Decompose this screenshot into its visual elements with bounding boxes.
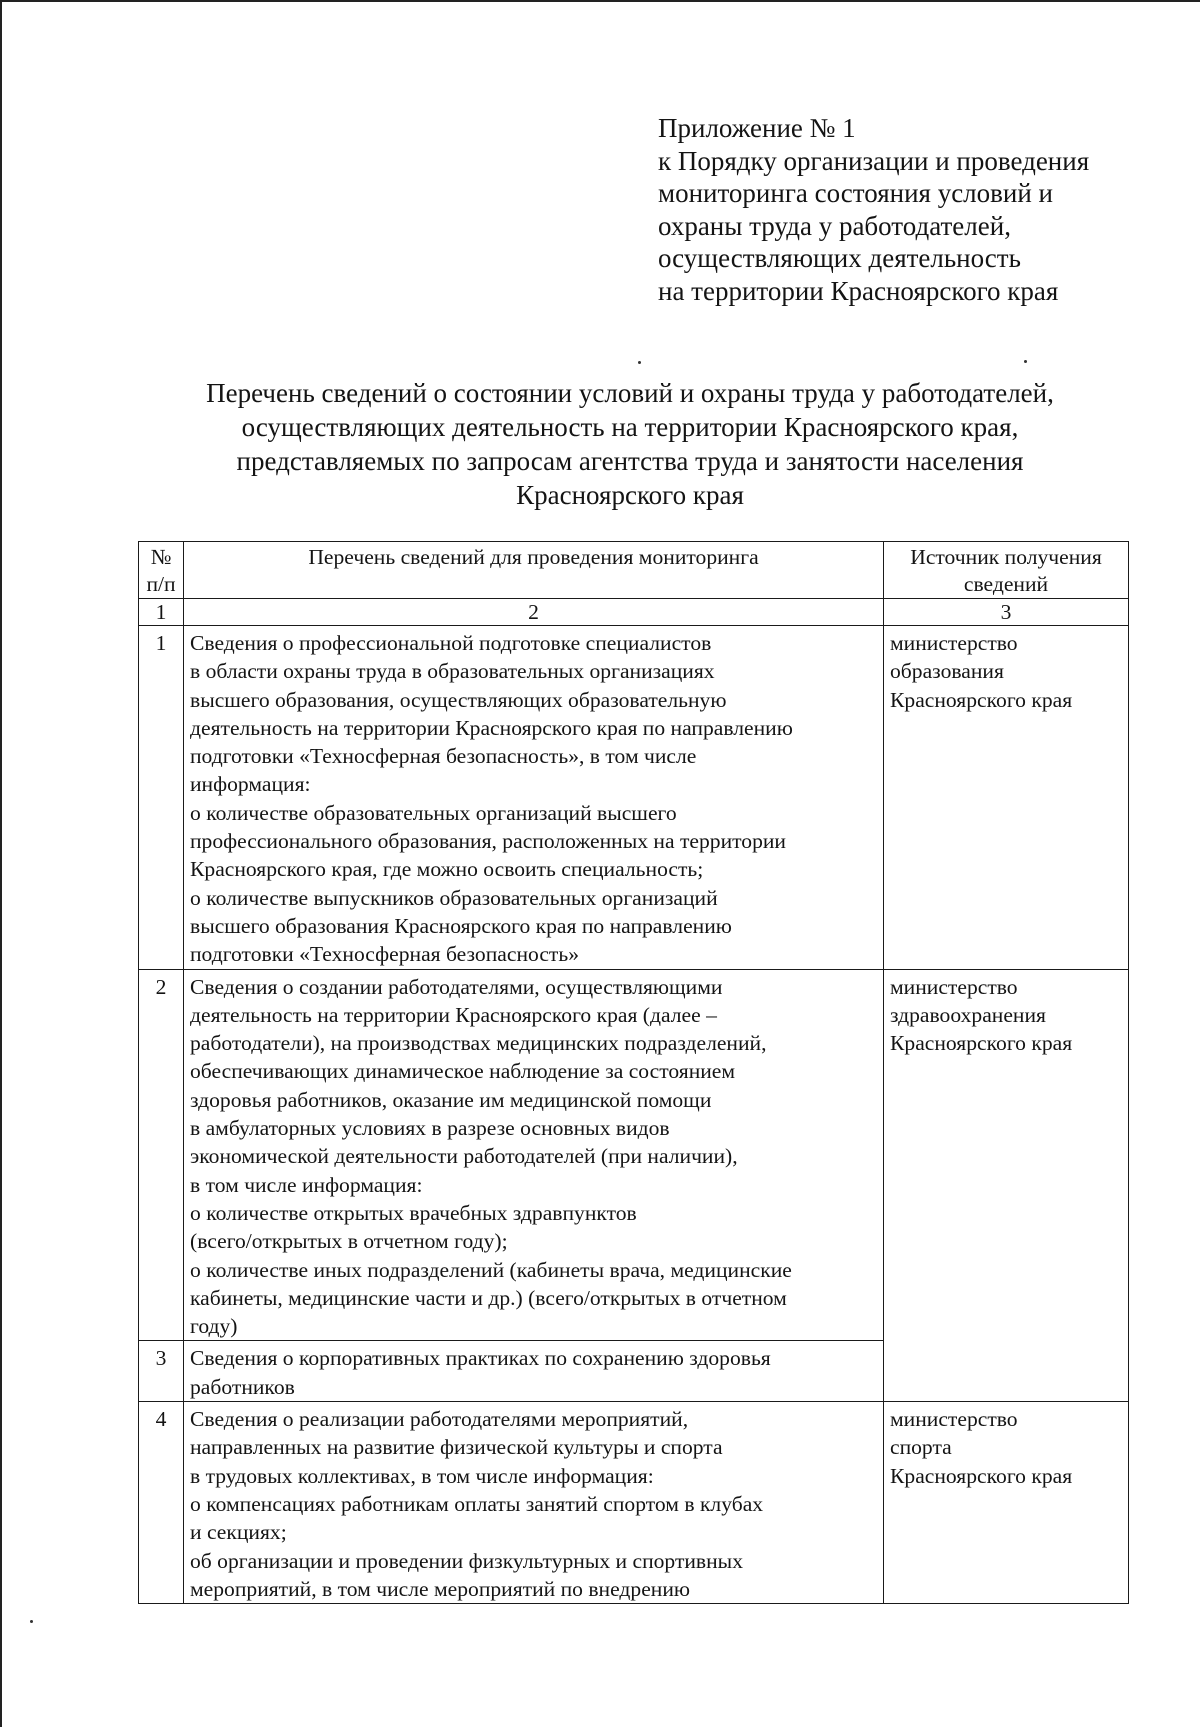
table-row [139,969,1129,1341]
description-line: деятельность на территории Красноярского края (далее – [190,1002,717,1027]
description-line: высшего образования Красноярского края по направлению [190,913,732,938]
row-number: 2 [139,969,184,1341]
row-number: 4 [139,1402,184,1604]
appendix-line: осуществляющих деятельность [658,243,1021,273]
scan-speck [1024,360,1027,363]
header-number-line: № [150,545,172,569]
header-list [184,542,884,599]
row-description [184,1341,884,1402]
row-description [184,626,884,970]
description-line: подготовки «Техносферная безопасность», в том числе [190,744,697,769]
appendix-line: на территории Красноярского края [658,275,1059,306]
description-line: работодатели), на производствах медицинских подразделений, [190,1031,767,1056]
description-line: в области охраны труда в образовательных организациях [190,659,715,684]
source-line: министерство [890,974,1018,999]
title-line: Красноярского края [516,480,744,510]
row-source [884,969,1129,1401]
description-line: профессионального образования, расположенных на территории [190,829,786,854]
source-line: министерство [890,631,1018,655]
title-line: осуществляющих деятельность на территории Красноярского края, [241,412,1019,442]
appendix-line: Приложение № 1 [658,113,856,143]
document-title [120,376,1140,512]
scan-speck [638,361,641,364]
header-number [139,542,184,599]
source-line: Красноярского края [890,1031,1073,1056]
source-line: спорта [890,1435,952,1460]
scan-speck [30,1620,33,1623]
description-line: о количестве открытых врачебных здравпунктов [190,1200,637,1225]
appendix-line: мониторинга состояния условий и [658,178,1053,208]
row-number: 3 [139,1341,184,1402]
row-description [184,1402,884,1604]
header-source-line: Источник получения [910,545,1102,569]
column-index: 1 [139,599,184,626]
source-line: Красноярского края [890,687,1073,712]
table-row [139,626,1129,970]
description-line: и секциях; [190,1520,287,1545]
title-line: представляемых по запросам агентства труда и занятости населения [236,446,1024,476]
description-line: подготовки «Техносферная безопасность» [190,942,580,967]
description-line: высшего образования, осуществляющих образовательную [190,687,727,712]
description-line: в трудовых коллективах, в том числе информация: [190,1463,654,1488]
description-line: мероприятий, в том числе мероприятий по внедрению [190,1576,691,1601]
description-line: работников [190,1374,295,1399]
appendix-line: охраны труда у работодателей, [658,210,1011,241]
description-line: о количестве выпускников образовательных организаций [190,885,718,910]
header-source-line: сведений [963,572,1049,596]
row-number: 1 [139,626,184,970]
row-description [184,969,884,1341]
description-line: обеспечивающих динамическое наблюдение за состоянием [190,1059,736,1084]
row-source [884,1402,1129,1604]
table-row [139,1402,1129,1604]
source-line: здравоохранения [890,1002,1046,1027]
column-index: 3 [884,599,1129,626]
description-line: информация: [190,772,311,797]
description-line: году) [190,1314,238,1339]
source-line: Красноярского края [890,1463,1073,1488]
source-line: министерство [890,1407,1018,1432]
description-line: об организации и проведении физкультурных и спортивных [190,1548,743,1573]
description-line: Сведения о создании работодателями, осуществляющими [190,974,723,999]
header-number-line: п/п [146,572,176,596]
description-line: Сведения о профессиональной подготовке специалистов [190,631,712,655]
description-line: здоровья работников, оказание им медицинской помощи [190,1087,712,1112]
description-line: в амбулаторных условиях в разрезе основных видов [190,1116,670,1141]
description-line: о количестве иных подразделений (кабинеты врача, медицинские [190,1257,792,1282]
source-line: образования [890,659,1004,684]
description-line: направленных на развитие физической культуры и спорта [190,1435,723,1460]
description-line: экономической деятельности работодателей (при наличии), [190,1144,738,1169]
appendix-block [658,112,1089,307]
title-line: Перечень сведений о состоянии условий и охраны труда у работодателей, [206,378,1054,408]
description-line: в том числе информация: [190,1172,423,1197]
header-source [884,542,1129,599]
description-line: Сведения о реализации работодателями мероприятий, [190,1407,689,1432]
header-list-label: Перечень сведений для проведения мониторинга [308,545,759,569]
table-header-row [139,542,1129,599]
row-source [884,626,1129,970]
description-line: о компенсациях работникам оплаты занятий спортом в клубах [190,1491,764,1516]
column-index-row [139,599,1129,626]
description-line: о количестве образовательных организаций высшего [190,800,677,825]
description-line: Сведения о корпоративных практиках по сохранению здоровья [190,1346,771,1371]
description-line: Красноярского края, где можно освоить специальность; [190,857,704,882]
column-index: 2 [184,599,884,626]
description-line: (всего/открытых в отчетном году); [190,1229,508,1254]
appendix-line: к Порядку организации и проведения [658,145,1090,176]
description-line: деятельность на территории Красноярского края по направлению [190,715,793,740]
description-line: кабинеты, медицинские части и др.) (всего/открытых в отчетном [190,1285,787,1310]
monitoring-table [138,541,1129,1604]
